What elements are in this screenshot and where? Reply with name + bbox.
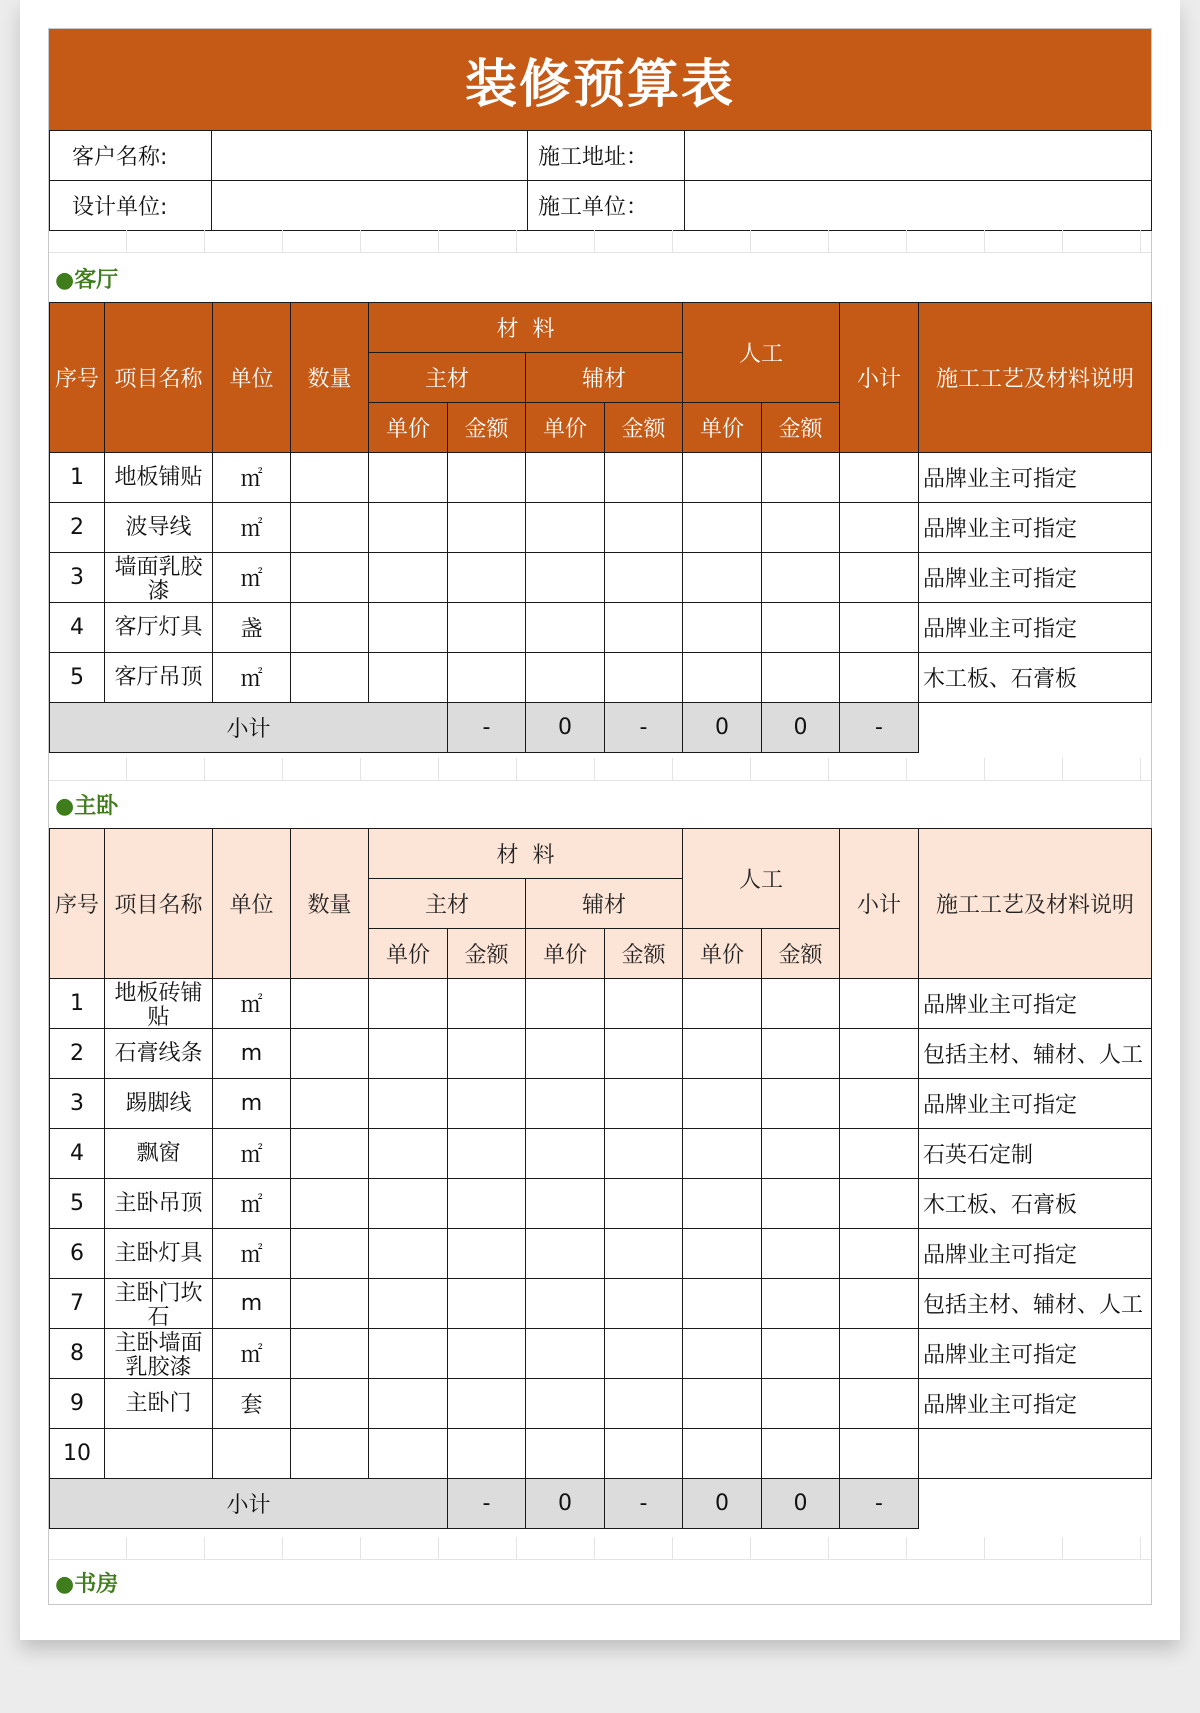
aux-price-cell[interactable] [526, 1179, 605, 1229]
aux-amount-cell[interactable] [605, 1129, 683, 1179]
labor-amount-cell[interactable] [762, 1179, 840, 1229]
header-aux-material: 辅材 [526, 879, 683, 929]
labor-price-cell[interactable] [683, 453, 762, 503]
main-amount-cell[interactable] [448, 979, 526, 1029]
labor-amount-cell[interactable] [762, 553, 840, 603]
header-labor-amount: 金额 [762, 929, 840, 979]
table-row [50, 1079, 1152, 1129]
table-row [50, 453, 1152, 503]
item-name-text: 主卧门坎石 [114, 1280, 203, 1328]
grid-gap [49, 1537, 1151, 1560]
item-name[interactable]: 波导线 [105, 503, 213, 553]
labor-price-cell[interactable] [683, 1429, 762, 1479]
aux-price-cell[interactable] [526, 453, 605, 503]
item-unit[interactable]: ㎡ [213, 1179, 291, 1229]
header-aux-material: 辅材 [526, 353, 683, 403]
item-unit[interactable]: m [213, 1279, 291, 1329]
header-item-name: 项目名称 [105, 303, 213, 453]
row-number: 2 [50, 1029, 105, 1079]
header-unit: 单位 [213, 829, 291, 979]
header-main-unit-price: 单价 [369, 929, 448, 979]
item-unit[interactable]: 套 [213, 1379, 291, 1429]
subtotal-cell[interactable] [840, 1429, 919, 1479]
main-amount-cell[interactable] [448, 1129, 526, 1179]
quantity-cell[interactable] [291, 1329, 369, 1379]
labor-price-cell[interactable] [683, 653, 762, 703]
main-amount-cell[interactable] [448, 1429, 526, 1479]
item-note[interactable]: 品牌业主可指定 [919, 503, 1152, 553]
main-amount-cell[interactable] [448, 1079, 526, 1129]
table-row [50, 603, 1152, 653]
item-note[interactable] [919, 1429, 1152, 1479]
item-name[interactable]: 客厅灯具 [105, 603, 213, 653]
aux-amount-cell[interactable] [605, 503, 683, 553]
aux-price-cell[interactable] [526, 979, 605, 1029]
item-name-text: 地板砖铺贴 [114, 980, 203, 1028]
header-labor-unit-price: 单价 [683, 403, 762, 453]
item-name[interactable]: 飘窗 [105, 1129, 213, 1179]
aux-price-cell[interactable] [526, 653, 605, 703]
labor-price-cell[interactable] [683, 603, 762, 653]
aux-amount-cell[interactable] [605, 553, 683, 603]
info-table [49, 130, 1152, 231]
main-price-cell[interactable] [369, 979, 448, 1029]
section-label-living-room: ●客厅 [55, 268, 119, 293]
table-row [50, 1229, 1152, 1279]
main-price-cell[interactable] [369, 503, 448, 553]
subtotal-cell[interactable] [840, 1229, 919, 1279]
address-label: 施工地址： [528, 131, 685, 181]
subtotal-total: 0 [762, 703, 840, 753]
item-unit[interactable]: 盏 [213, 603, 291, 653]
labor-price-cell[interactable] [683, 979, 762, 1029]
construction-unit-label: 施工单位： [528, 181, 685, 231]
item-note[interactable]: 品牌业主可指定 [919, 979, 1152, 1029]
row-number: 4 [50, 603, 105, 653]
quantity-cell[interactable] [291, 653, 369, 703]
subtotal-main-price: - [448, 703, 526, 753]
aux-amount-cell[interactable] [605, 603, 683, 653]
subtotal-cell[interactable] [840, 1379, 919, 1429]
main-price-cell[interactable] [369, 603, 448, 653]
subtotal-cell[interactable] [840, 1179, 919, 1229]
quantity-cell[interactable] [291, 1229, 369, 1279]
aux-price-cell[interactable] [526, 1429, 605, 1479]
item-note[interactable]: 品牌业主可指定 [919, 1329, 1152, 1379]
item-note[interactable]: 木工板、石膏板 [919, 1179, 1152, 1229]
header-main-material: 主材 [369, 353, 526, 403]
main-amount-cell[interactable] [448, 603, 526, 653]
table-row [50, 1329, 1152, 1379]
item-unit[interactable]: ㎡ [213, 453, 291, 503]
subtotal-main-price: - [448, 1479, 526, 1529]
header-main-amount: 金额 [448, 403, 526, 453]
living-room-budget-table [49, 302, 1152, 753]
labor-price-cell[interactable] [683, 1379, 762, 1429]
item-name-text: 墙面乳胶漆 [114, 554, 203, 602]
labor-amount-cell[interactable] [762, 1279, 840, 1329]
master-bedroom-rows [50, 979, 1152, 1529]
row-number: 10 [50, 1429, 105, 1479]
master-bedroom-budget-table [49, 828, 1152, 1529]
labor-price-cell[interactable] [683, 553, 762, 603]
row-number: 6 [50, 1229, 105, 1279]
header-quantity: 数量 [291, 829, 369, 979]
labor-amount-cell[interactable] [762, 603, 840, 653]
item-note[interactable]: 品牌业主可指定 [919, 553, 1152, 603]
main-price-cell[interactable] [369, 1379, 448, 1429]
item-name[interactable]: 石膏线条 [105, 1029, 213, 1079]
table-row [50, 503, 1152, 553]
aux-amount-cell[interactable] [605, 653, 683, 703]
main-amount-cell[interactable] [448, 1379, 526, 1429]
header-aux-unit-price: 单价 [526, 929, 605, 979]
quantity-cell[interactable] [291, 1079, 369, 1129]
header-subtotal: 小计 [840, 829, 919, 979]
grid-gap [49, 230, 1151, 253]
aux-price-cell[interactable] [526, 603, 605, 653]
table-row [50, 1129, 1152, 1179]
item-note[interactable]: 包括主材、辅材、人工 [919, 1279, 1152, 1329]
subtotal-cell[interactable] [840, 653, 919, 703]
subtotal-aux-price: - [605, 1479, 683, 1529]
subtotal-cell[interactable] [840, 1129, 919, 1179]
item-note[interactable]: 石英石定制 [919, 1129, 1152, 1179]
item-name[interactable]: 主卧门 [105, 1379, 213, 1429]
item-note[interactable]: 品牌业主可指定 [919, 453, 1152, 503]
row-number: 7 [50, 1279, 105, 1329]
subtotal-cell[interactable] [840, 453, 919, 503]
item-unit[interactable]: ㎡ [213, 553, 291, 603]
subtotal-cell[interactable] [840, 1079, 919, 1129]
row-number: 8 [50, 1329, 105, 1379]
aux-price-cell[interactable] [526, 1379, 605, 1429]
main-amount-cell[interactable] [448, 1179, 526, 1229]
subtotal-cell[interactable] [840, 979, 919, 1029]
item-name[interactable] [105, 553, 213, 603]
main-amount-cell[interactable] [448, 503, 526, 553]
subtotal-cell[interactable] [840, 1329, 919, 1379]
item-unit[interactable]: ㎡ [213, 1129, 291, 1179]
aux-amount-cell[interactable] [605, 1229, 683, 1279]
main-price-cell[interactable] [369, 1079, 448, 1129]
labor-price-cell[interactable] [683, 1329, 762, 1379]
main-amount-cell[interactable] [448, 1229, 526, 1279]
labor-amount-cell[interactable] [762, 503, 840, 553]
subtotal-label: 小计 [50, 703, 448, 753]
header-subtotal: 小计 [840, 303, 919, 453]
labor-price-cell[interactable] [683, 1179, 762, 1229]
header-aux-amount: 金额 [605, 929, 683, 979]
subtotal-main-amount: 0 [526, 703, 605, 753]
spreadsheet-sheet [48, 28, 1152, 1605]
main-price-cell[interactable] [369, 453, 448, 503]
header-aux-amount: 金额 [605, 403, 683, 453]
labor-amount-cell[interactable] [762, 1229, 840, 1279]
labor-price-cell[interactable] [683, 1029, 762, 1079]
header-item-name: 项目名称 [105, 829, 213, 979]
aux-price-cell[interactable] [526, 553, 605, 603]
main-amount-cell[interactable] [448, 553, 526, 603]
row-number: 2 [50, 503, 105, 553]
header-main-material: 主材 [369, 879, 526, 929]
quantity-cell[interactable] [291, 553, 369, 603]
main-price-cell[interactable] [369, 553, 448, 603]
item-note[interactable]: 木工板、石膏板 [919, 653, 1152, 703]
header-labor-unit-price: 单价 [683, 929, 762, 979]
quantity-cell[interactable] [291, 1179, 369, 1229]
address-field[interactable] [685, 131, 1152, 181]
subtotal-total: 0 [762, 1479, 840, 1529]
labor-amount-cell[interactable] [762, 453, 840, 503]
item-name[interactable] [105, 1329, 213, 1379]
labor-amount-cell[interactable] [762, 1379, 840, 1429]
item-name[interactable]: 踢脚线 [105, 1079, 213, 1129]
quantity-cell[interactable] [291, 1129, 369, 1179]
labor-price-cell[interactable] [683, 1129, 762, 1179]
quantity-cell[interactable] [291, 1279, 369, 1329]
header-notes: 施工工艺及材料说明 [919, 303, 1152, 453]
aux-price-cell[interactable] [526, 1129, 605, 1179]
quantity-cell[interactable] [291, 1029, 369, 1079]
aux-amount-cell[interactable] [605, 1029, 683, 1079]
header-labor: 人工 [683, 829, 840, 929]
aux-price-cell[interactable] [526, 1279, 605, 1329]
item-unit[interactable]: ㎡ [213, 1329, 291, 1379]
living-room-rows [50, 453, 1152, 753]
header-material: 材 料 [369, 829, 683, 879]
aux-amount-cell[interactable] [605, 1079, 683, 1129]
row-number: 4 [50, 1129, 105, 1179]
header-notes: 施工工艺及材料说明 [919, 829, 1152, 979]
main-amount-cell[interactable] [448, 453, 526, 503]
header-quantity: 数量 [291, 303, 369, 453]
labor-amount-cell[interactable] [762, 653, 840, 703]
subtotal-note: - [840, 1479, 919, 1529]
section-label-master-bedroom: ●主卧 [55, 794, 119, 819]
subtotal-note: - [840, 703, 919, 753]
aux-amount-cell[interactable] [605, 453, 683, 503]
item-note[interactable]: 包括主材、辅材、人工 [919, 1029, 1152, 1079]
main-price-cell[interactable] [369, 653, 448, 703]
item-unit[interactable]: m [213, 1029, 291, 1079]
aux-amount-cell[interactable] [605, 1329, 683, 1379]
header-aux-unit-price: 单价 [526, 403, 605, 453]
subtotal-aux-amount: 0 [683, 1479, 762, 1529]
row-number: 9 [50, 1379, 105, 1429]
main-price-cell[interactable] [369, 1229, 448, 1279]
main-amount-cell[interactable] [448, 1279, 526, 1329]
aux-price-cell[interactable] [526, 1229, 605, 1279]
labor-price-cell[interactable] [683, 503, 762, 553]
page-title: 装修预算表 [49, 29, 1151, 130]
item-name[interactable] [105, 1429, 213, 1479]
quantity-cell[interactable] [291, 453, 369, 503]
item-unit[interactable]: m [213, 1079, 291, 1129]
subtotal-row [50, 1479, 1152, 1529]
client-name-field[interactable] [212, 131, 528, 181]
quantity-cell[interactable] [291, 603, 369, 653]
table-row [50, 1279, 1152, 1329]
labor-price-cell[interactable] [683, 1229, 762, 1279]
aux-amount-cell[interactable] [605, 979, 683, 1029]
subtotal-cell[interactable] [840, 603, 919, 653]
table-row [50, 979, 1152, 1029]
item-unit[interactable]: ㎡ [213, 1229, 291, 1279]
labor-amount-cell[interactable] [762, 1129, 840, 1179]
header-material: 材 料 [369, 303, 683, 353]
labor-price-cell[interactable] [683, 1279, 762, 1329]
header-labor: 人工 [683, 303, 840, 403]
header-main-unit-price: 单价 [369, 403, 448, 453]
item-note[interactable]: 品牌业主可指定 [919, 1229, 1152, 1279]
row-number: 1 [50, 979, 105, 1029]
main-amount-cell[interactable] [448, 653, 526, 703]
main-price-cell[interactable] [369, 1329, 448, 1379]
quantity-cell[interactable] [291, 1379, 369, 1429]
main-amount-cell[interactable] [448, 1329, 526, 1379]
design-unit-field[interactable] [212, 181, 528, 231]
item-name[interactable] [105, 1279, 213, 1329]
row-number: 1 [50, 453, 105, 503]
row-number: 5 [50, 653, 105, 703]
subtotal-aux-price: - [605, 703, 683, 753]
table-row [50, 1179, 1152, 1229]
quantity-cell[interactable] [291, 979, 369, 1029]
table-row [50, 553, 1152, 603]
labor-amount-cell[interactable] [762, 1079, 840, 1129]
aux-price-cell[interactable] [526, 1029, 605, 1079]
grid-gap [49, 758, 1151, 781]
main-price-cell[interactable] [369, 1179, 448, 1229]
aux-price-cell[interactable] [526, 503, 605, 553]
table-row [50, 1379, 1152, 1429]
header-seq: 序号 [50, 303, 105, 453]
aux-amount-cell[interactable] [605, 1379, 683, 1429]
construction-unit-field[interactable] [685, 181, 1152, 231]
item-name-text: 主卧墙面乳胶漆 [114, 1330, 203, 1378]
aux-amount-cell[interactable] [605, 1179, 683, 1229]
item-note[interactable]: 品牌业主可指定 [919, 1379, 1152, 1429]
item-name[interactable]: 地板铺贴 [105, 453, 213, 503]
subtotal-aux-amount: 0 [683, 703, 762, 753]
row-number: 3 [50, 553, 105, 603]
item-name[interactable] [105, 979, 213, 1029]
main-amount-cell[interactable] [448, 1029, 526, 1079]
item-unit[interactable] [213, 1429, 291, 1479]
subtotal-main-amount: 0 [526, 1479, 605, 1529]
labor-amount-cell[interactable] [762, 979, 840, 1029]
client-name-label: 客户名称: [50, 131, 212, 181]
subtotal-label: 小计 [50, 1479, 448, 1529]
table-row [50, 1429, 1152, 1479]
header-seq: 序号 [50, 829, 105, 979]
subtotal-cell[interactable] [840, 503, 919, 553]
header-main-amount: 金额 [448, 929, 526, 979]
main-price-cell[interactable] [369, 1129, 448, 1179]
main-price-cell[interactable] [369, 1429, 448, 1479]
row-number: 5 [50, 1179, 105, 1229]
item-note[interactable]: 品牌业主可指定 [919, 603, 1152, 653]
item-name[interactable]: 主卧灯具 [105, 1229, 213, 1279]
row-number: 3 [50, 1079, 105, 1129]
main-price-cell[interactable] [369, 1029, 448, 1079]
labor-amount-cell[interactable] [762, 1029, 840, 1079]
section-label-study: ●书房 [55, 1572, 119, 1597]
labor-amount-cell[interactable] [762, 1429, 840, 1479]
quantity-cell[interactable] [291, 1429, 369, 1479]
labor-price-cell[interactable] [683, 1079, 762, 1129]
item-name[interactable]: 客厅吊顶 [105, 653, 213, 703]
quantity-cell[interactable] [291, 503, 369, 553]
item-unit[interactable]: ㎡ [213, 503, 291, 553]
subtotal-row [50, 703, 1152, 753]
table-row [50, 653, 1152, 703]
aux-price-cell[interactable] [526, 1329, 605, 1379]
item-note[interactable]: 品牌业主可指定 [919, 1079, 1152, 1129]
aux-amount-cell[interactable] [605, 1429, 683, 1479]
subtotal-cell[interactable] [840, 1029, 919, 1079]
subtotal-cell[interactable] [840, 1279, 919, 1329]
header-labor-amount: 金额 [762, 403, 840, 453]
design-unit-label: 设计单位: [50, 181, 212, 231]
main-price-cell[interactable] [369, 1279, 448, 1329]
header-unit: 单位 [213, 303, 291, 453]
item-unit[interactable]: ㎡ [213, 979, 291, 1029]
item-name[interactable]: 主卧吊顶 [105, 1179, 213, 1229]
aux-amount-cell[interactable] [605, 1279, 683, 1329]
table-row [50, 1029, 1152, 1079]
labor-amount-cell[interactable] [762, 1329, 840, 1379]
subtotal-cell[interactable] [840, 553, 919, 603]
aux-price-cell[interactable] [526, 1079, 605, 1129]
item-unit[interactable]: ㎡ [213, 653, 291, 703]
